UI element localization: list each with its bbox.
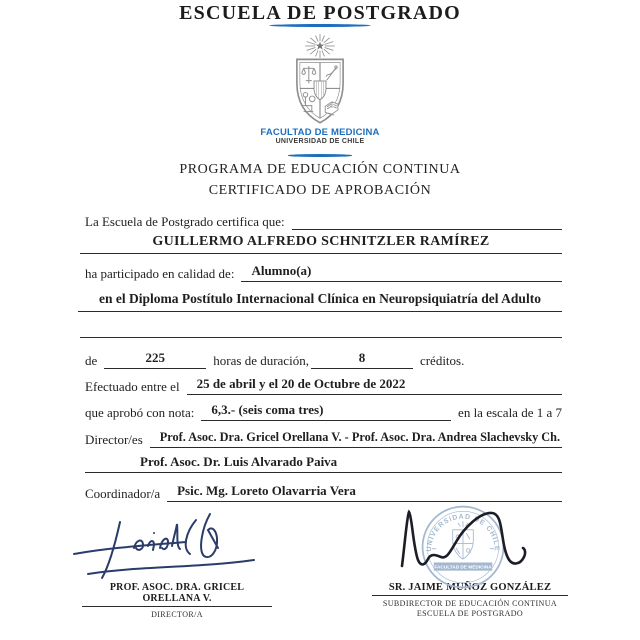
certifies-label: La Escuela de Postgrado certifica que: [85,213,285,229]
grade-line [85,401,562,421]
directors-value: Prof. Asoc. Dra. Gricel Orellana V. - Prof. Asoc. Dra. Andrea Slachevsky Ch. [150,430,562,448]
stamp-top-text: UNIVERSIDAD DE CHILE [426,513,500,552]
grade-value: 6,3.- (seis coma tres) [201,402,451,421]
directors-line-2 [85,453,562,473]
hours-value: 225 [104,350,206,369]
stamp-bottom-text: FACULTAD DE MEDICINA [434,565,492,571]
student-name: GUILLERMO ALFREDO SCHNITZLER RAMÍREZ [80,234,562,254]
role-value: Alumno(a) [241,263,562,282]
blue-divider-top [269,24,371,27]
program-heading: PROGRAMA DE EDUCACIÓN CONTINUA [179,162,461,177]
credits-suffix: créditos. [419,352,465,368]
role-line [85,262,562,282]
right-signatory-title-1: SUBDIRECTOR DE EDUCACIÓN CONTINUA [382,599,558,608]
certifies-line [85,210,562,230]
university-label: UNIVERSIDAD DE CHILE [275,138,365,145]
university-crest-icon [279,34,361,128]
credits-value: 8 [311,350,413,369]
grade-scale-label: en la escala de 1 a 7 [458,404,562,420]
page-title: ESCUELA DE POSTGRADO [179,2,461,24]
left-signatory-block [82,582,272,619]
hours-prefix: de [85,352,98,368]
right-signatory-name: SR. JAIME MUÑOZ GONZÁLEZ [372,582,568,596]
coordinator-line [85,482,562,502]
coordinator-label: Coordinador/a [85,485,161,501]
grade-label: que aprobó con nota: [85,404,195,420]
left-signatory-name: PROF. ASOC. DRA. GRICEL ORELLANA V. [82,582,272,607]
dates-label: Efectuado entre el [85,378,180,394]
coordinator-value: Psic. Mg. Loreto Olavarria Vera [167,483,562,502]
empty-line [80,328,562,338]
directors-value-2: Prof. Asoc. Dr. Luis Alvarado Paiva [85,454,562,473]
dates-value: 25 de abril y el 20 de Octubre de 2022 [187,376,562,395]
course-name: en el Diploma Postítulo Internacional Clínica en Neuropsiquiatría del Adulto [78,291,562,312]
right-signatory-title-2: ESCUELA DE POSTGRADO [416,609,524,618]
directors-line [85,428,562,448]
right-signature-icon [392,502,557,580]
left-signature-icon [68,506,268,582]
blue-divider-crest [288,154,352,157]
dates-line [85,375,562,395]
hours-line [85,349,562,369]
role-label: ha participado en calidad de: [85,265,235,281]
certificate-heading: CERTIFICADO DE APROBACIÓN [208,183,432,198]
hours-suffix: horas de duración, [213,352,309,368]
certifies-blank [292,227,562,230]
left-signatory-title: DIRECTOR/A [151,610,203,619]
faculty-label: FACULTAD DE MEDICINA [260,127,380,138]
directors-label: Director/es [85,431,143,447]
